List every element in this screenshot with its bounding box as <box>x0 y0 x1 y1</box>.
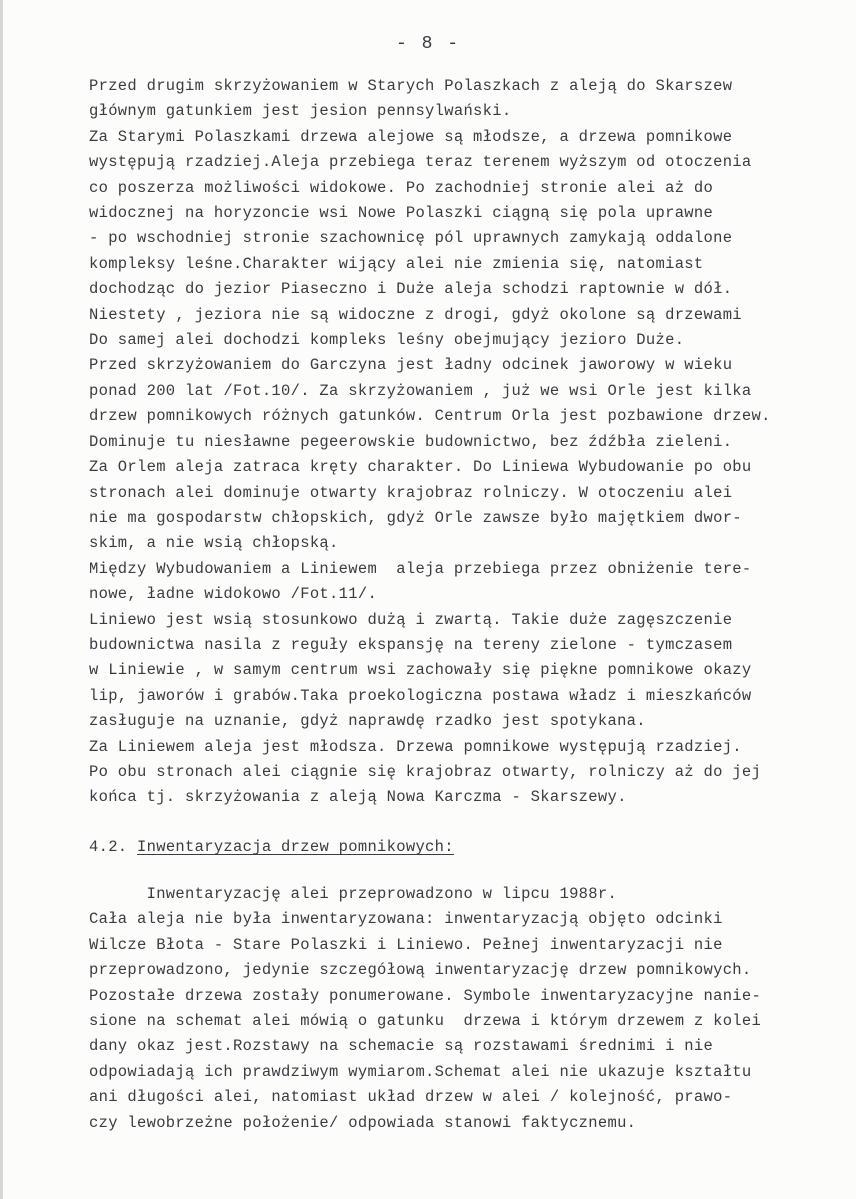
section-title: Inwentaryzacja drzew pomnikowych: <box>137 838 454 856</box>
text-line: zasługuje na uznanie, gdyż naprawdę rzadko jest spotykana. <box>89 712 646 731</box>
text-line: nie ma gospodarstw chłopskich, gdyż Orle zawsze było majętkiem dwor- <box>89 508 742 527</box>
text-line: widocznej na horyzoncie wsi Nowe Polaszki ciągną się pola uprawne <box>89 204 714 223</box>
text-line: Do samej alei dochodzi kompleks leśny obejmujący jezioro Duże. <box>89 331 685 350</box>
section-heading <box>89 838 454 856</box>
text-line: dany okaz jest.Rozstawy na schemacie są rozstawami średnimi i nie <box>89 1037 714 1056</box>
text-line: dochodząc do jezior Piaseczno i Duże aleja schodzi raptownie w dół. <box>89 280 733 299</box>
text-line: ponad 200 lat /Fot.10/. Za skrzyżowaniem , już we wsi Orle jest kilka <box>89 381 752 400</box>
text-line: Niestety , jeziora nie są widoczne z drogi, gdyż okolone są drzewami <box>89 305 742 324</box>
text-line: Po obu stronach alei ciągnie się krajobraz otwarty, rolniczy aż do jej <box>89 762 762 781</box>
text-line: przeprowadzono, jedynie szczegółową inwentaryzację drzew pomnikowych. <box>89 961 752 980</box>
text-line: drzew pomnikowych różnych gatunków. Centrum Orla jest pozbawione drzew. <box>89 407 771 426</box>
text-line: Dominuje tu niesławne pegeerowskie budownictwo, bez źdźbła zieleni. <box>89 432 733 451</box>
text-line: Wilcze Błota - Stare Polaszki i Liniewo. Pełnej inwentaryzacji nie <box>89 935 723 954</box>
text-line: głównym gatunkiem jest jesion pennsylwański. <box>89 102 512 121</box>
text-line: Przed drugim skrzyżowaniem w Starych Polaszkach z aleją do Skarszew <box>89 77 733 95</box>
text-line: Przed skrzyżowaniem do Garczyna jest ładny odcinek jaworowy w wieku <box>89 356 733 375</box>
text-line: Liniewo jest wsią stosunkowo dużą i zwartą. Takie duże zagęszczenie <box>89 610 733 629</box>
paragraph-route-description <box>89 74 771 811</box>
text-line: odpowiadają ich prawdziwym wymiarom.Schemat alei nie ukazuje kształtu <box>89 1062 752 1081</box>
text-line: kompleksy leśne.Charakter wijący alei nie zmienia się, natomiast <box>89 254 704 273</box>
text-line: ani długości alei, natomiast układ drzew w alei / kolejność, prawo- <box>89 1088 733 1107</box>
page-number: - 8 - <box>396 34 461 54</box>
text-line: Inwentaryzację alei przeprowadzono w lipcu 1988r. <box>89 885 618 903</box>
text-line: Między Wybudowaniem a Liniewem aleja przebiega przez obniżenie tere- <box>89 559 752 578</box>
text-line: - po wschodniej stronie szachownicę pól uprawnych zamykają oddalone <box>89 229 733 248</box>
text-line: budownictwa nasila z reguły ekspansję na tereny zielone - tymczasem <box>89 635 733 654</box>
text-line: nowe, ładne widokowo /Fot.11/. <box>89 585 378 604</box>
text-line: Pozostałe drzewa zostały ponumerowane. Symbole inwentaryzacyjne nanie- <box>89 986 762 1005</box>
text-line: co poszerza możliwości widokowe. Po zachodniej stronie alei aż do <box>89 178 714 197</box>
text-line: Za Starymi Polaszkami drzewa alejowe są młodsze, a drzewa pomnikowe <box>89 127 733 146</box>
text-line: stronach alei dominuje otwarty krajobraz rolniczy. W otoczeniu alei <box>89 483 733 502</box>
text-line: występują rzadziej.Aleja przebiega teraz terenem wyższym od otoczenia <box>89 153 752 172</box>
text-line: lip, jaworów i grabów.Taka proekologiczna postawa władz i mieszkańców <box>89 686 752 705</box>
paragraph-inventory-description <box>89 882 761 1136</box>
text-line: Za Orlem aleja zatraca kręty charakter. Do Liniewa Wybudowanie po obu <box>89 458 752 477</box>
text-line: czy lewobrzeżne położenie/ odpowiada stanowi faktycznemu. <box>89 1113 637 1132</box>
text-line: Cała aleja nie była inwentaryzowana: inwentaryzacją objęto odcinki <box>89 910 723 929</box>
text-line: końca tj. skrzyżowania z aleją Nowa Karczma - Skarszewy. <box>89 788 627 807</box>
text-line: sione na schemat alei mówią o gatunku drzewa i którym drzewem z kolei <box>89 1012 762 1031</box>
text-line: w Liniewie , w samym centrum wsi zachowały się piękne pomnikowe okazy <box>89 661 752 680</box>
text-line: skim, a nie wsią chłopską. <box>89 534 339 553</box>
section-number: 4.2. <box>89 838 128 856</box>
text-line: Za Liniewem aleja jest młodsza. Drzewa pomnikowe występują rzadziej. <box>89 737 742 756</box>
